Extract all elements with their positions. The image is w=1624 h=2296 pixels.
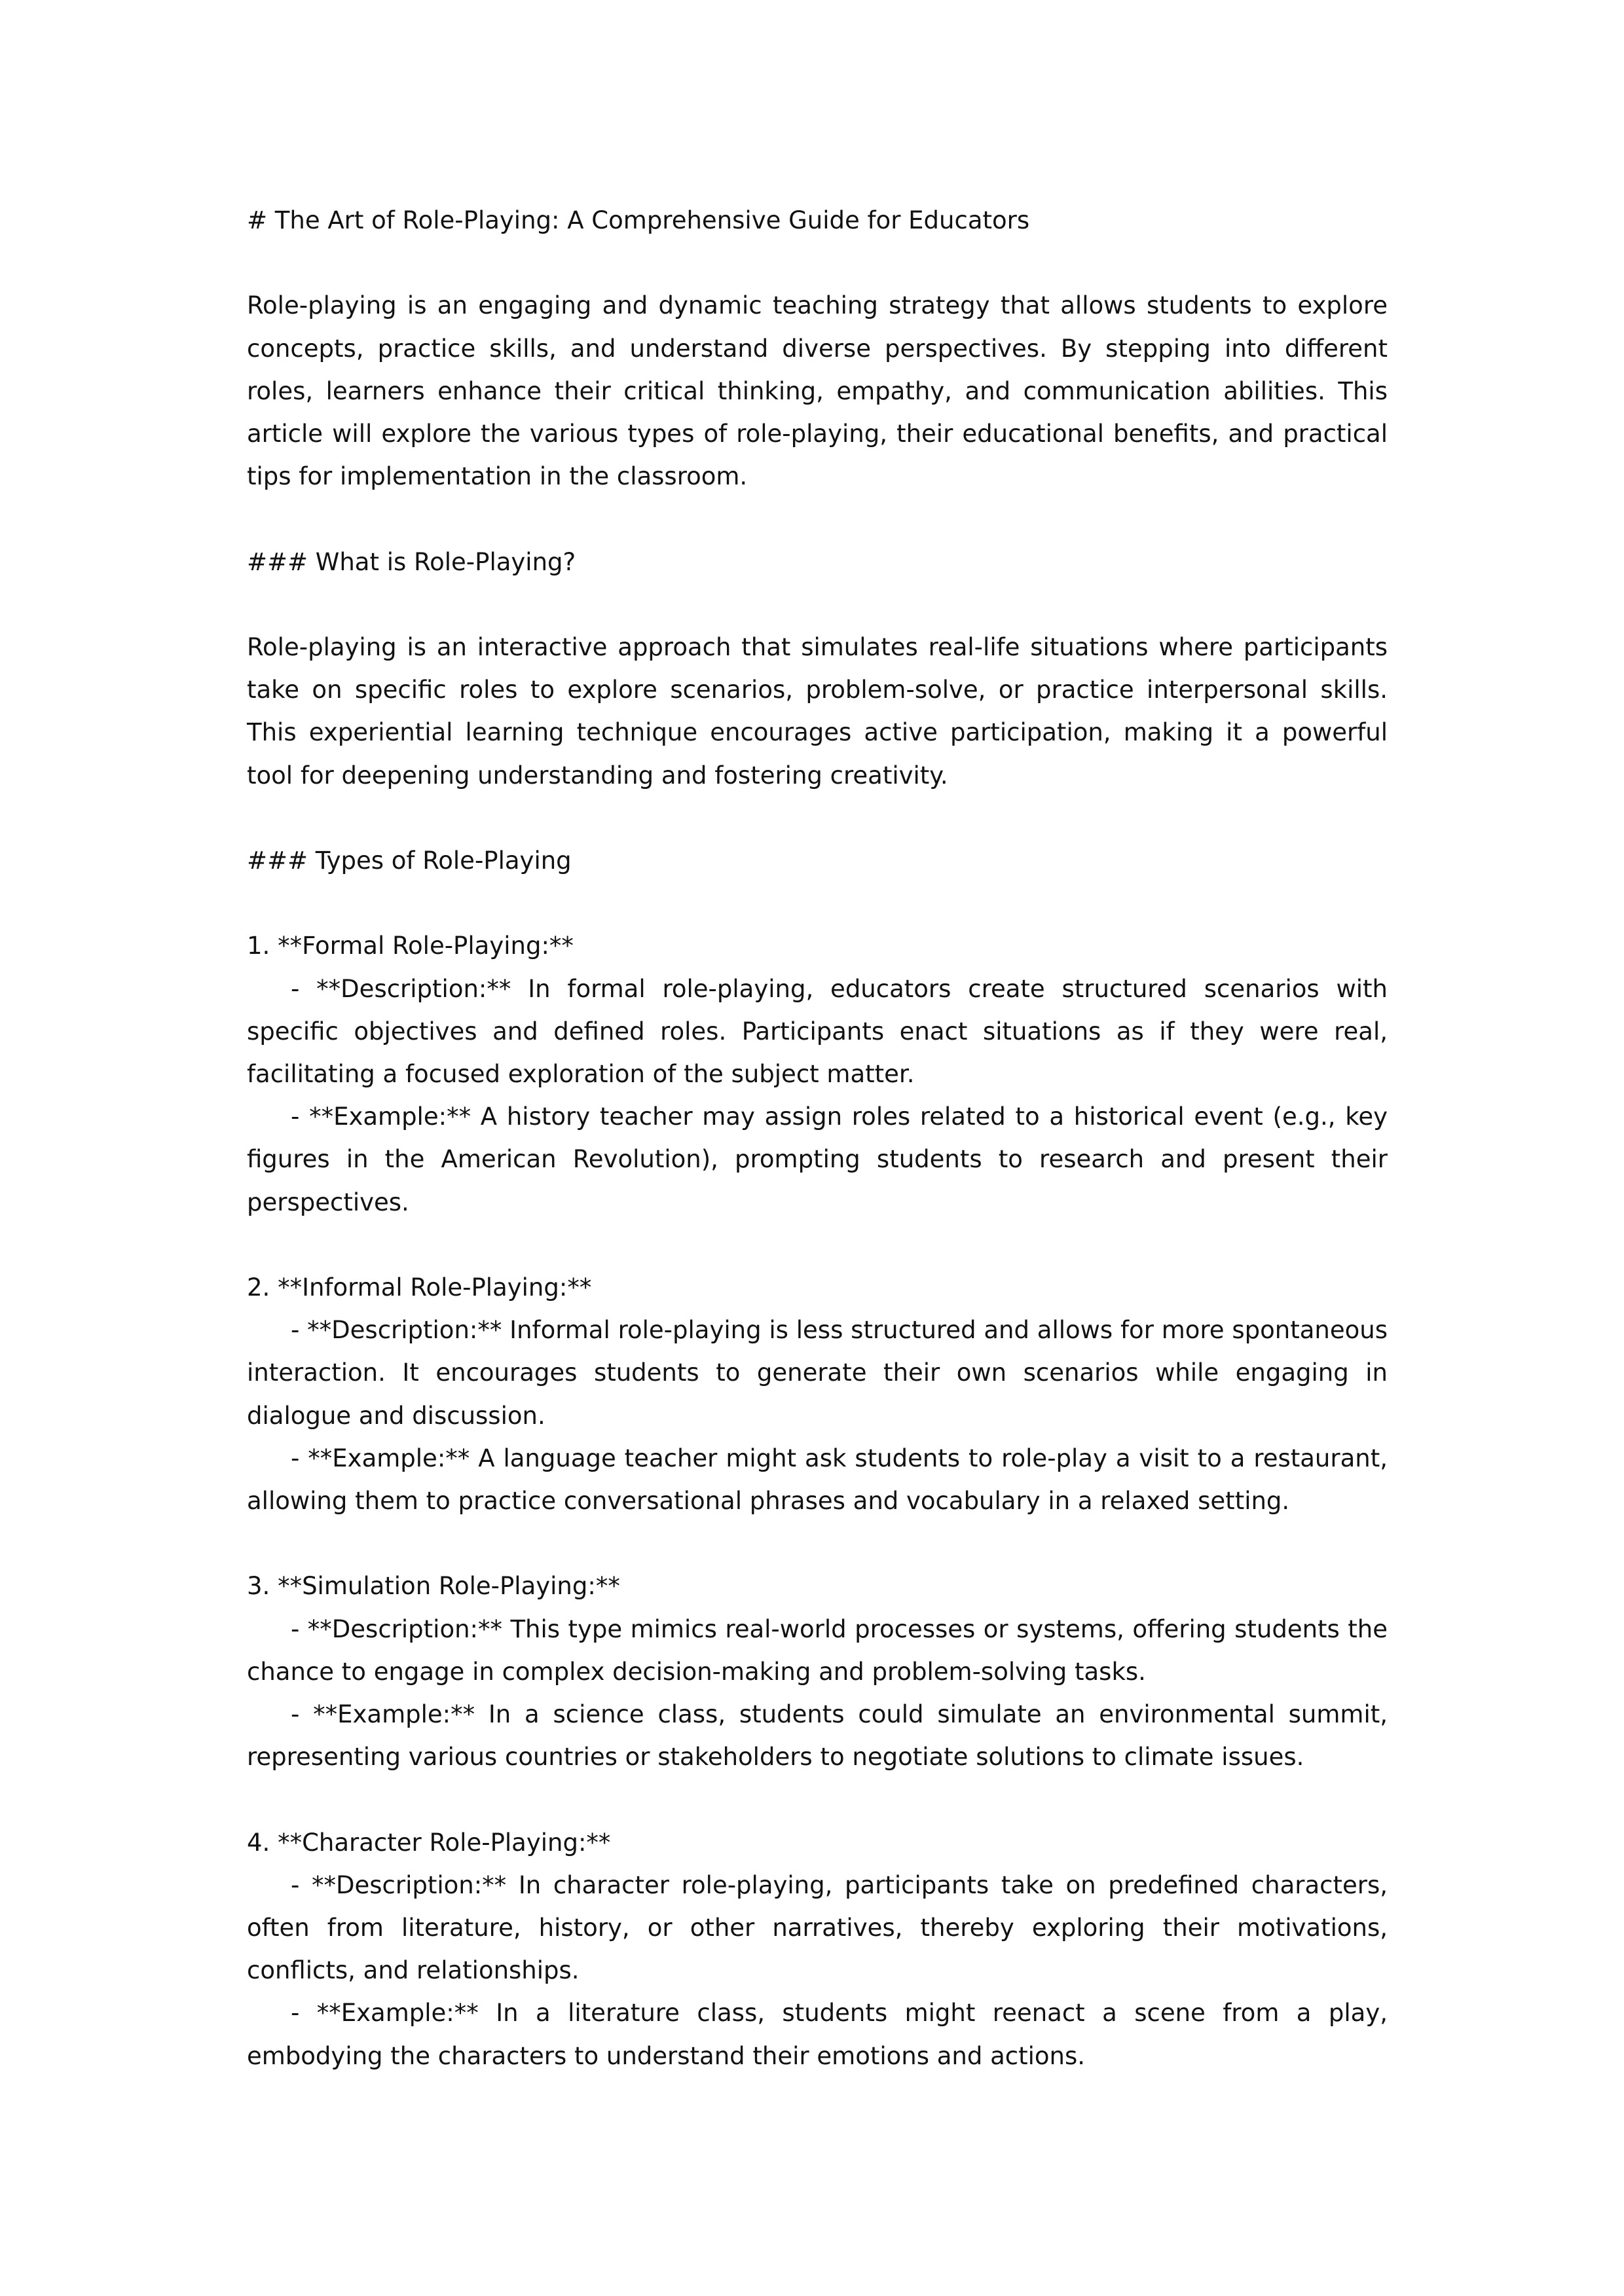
list-item-simulation xyxy=(247,1565,1388,1778)
document-body xyxy=(247,199,1388,2120)
list-item-example: - **Example:** A history teacher may assign roles related to a historical event (e.g., key figures in the American Revolution), prompting students to research and present their perspectives. xyxy=(247,1102,1388,1216)
list-item-description: - **Description:** In character role-playing, participants take on predefined characters, often from literature, history, or other narratives, thereby exploring their motivations, conflicts, and relationships. xyxy=(247,1870,1388,1985)
list-item-title: 1. **Formal Role-Playing:** xyxy=(247,932,574,960)
section-paragraph-what-is: Role-playing is an interactive approach that simulates real-life situations where participants take on specific roles to explore scenarios, problem-solve, or practice interpersonal skills. This experiential learning technique encourages active participation, making it a powerful tool for deepening understanding and fostering creativity. xyxy=(247,632,1388,790)
list-item-description: - **Description:** In formal role-playing, educators create structured scenarios with specific objectives and defined roles. Participants enact situations as if they were real, facilitating a focused exploration of the subject matter. xyxy=(247,974,1388,1088)
list-item-example: - **Example:** In a literature class, students might reenact a scene from a play, embodying the characters to understand their emotions and actions. xyxy=(247,1999,1388,2070)
list-item-title: 3. **Simulation Role-Playing:** xyxy=(247,1572,620,1601)
list-item-example: - **Example:** In a science class, students could simulate an environmental summit, representing various countries or stakeholders to negotiate solutions to climate issues. xyxy=(247,1700,1388,1772)
list-item-description: - **Description:** This type mimics real-world processes or systems, offering students the chance to engage in complex decision-making and problem-solving tasks. xyxy=(247,1614,1388,1686)
list-item-title: 4. **Character Role-Playing:** xyxy=(247,1828,611,1857)
list-item-title: 2. **Informal Role-Playing:** xyxy=(247,1273,592,1302)
list-item-description: - **Description:** Informal role-playing is less structured and allows for more spontaneous interaction. It encourages students to generate their own scenarios while engaging in dialogue and discussion. xyxy=(247,1316,1388,1430)
list-item-informal xyxy=(247,1266,1388,1522)
intro-paragraph: Role-playing is an engaging and dynamic teaching strategy that allows students to explore concepts, practice skills, and understand diverse perspectives. By stepping into different roles, learners enhance their critical thinking, empathy, and communication abilities. This article will explore the various types of role-playing, their educational benefits, and practical tips for implementation in the classroom. xyxy=(247,291,1388,491)
list-item-example: - **Example:** A language teacher might ask students to role-play a visit to a restaurant, allowing them to practice conversational phrases and vocabulary in a relaxed setting. xyxy=(247,1444,1388,1515)
document-title: # The Art of Role-Playing: A Comprehensive Guide for Educators xyxy=(247,206,1030,234)
section-heading-types: ### Types of Role-Playing xyxy=(247,846,572,875)
list-item-formal xyxy=(247,924,1388,1223)
section-heading-what-is: ### What is Role-Playing? xyxy=(247,547,576,576)
list-item-character xyxy=(247,1821,1388,2077)
